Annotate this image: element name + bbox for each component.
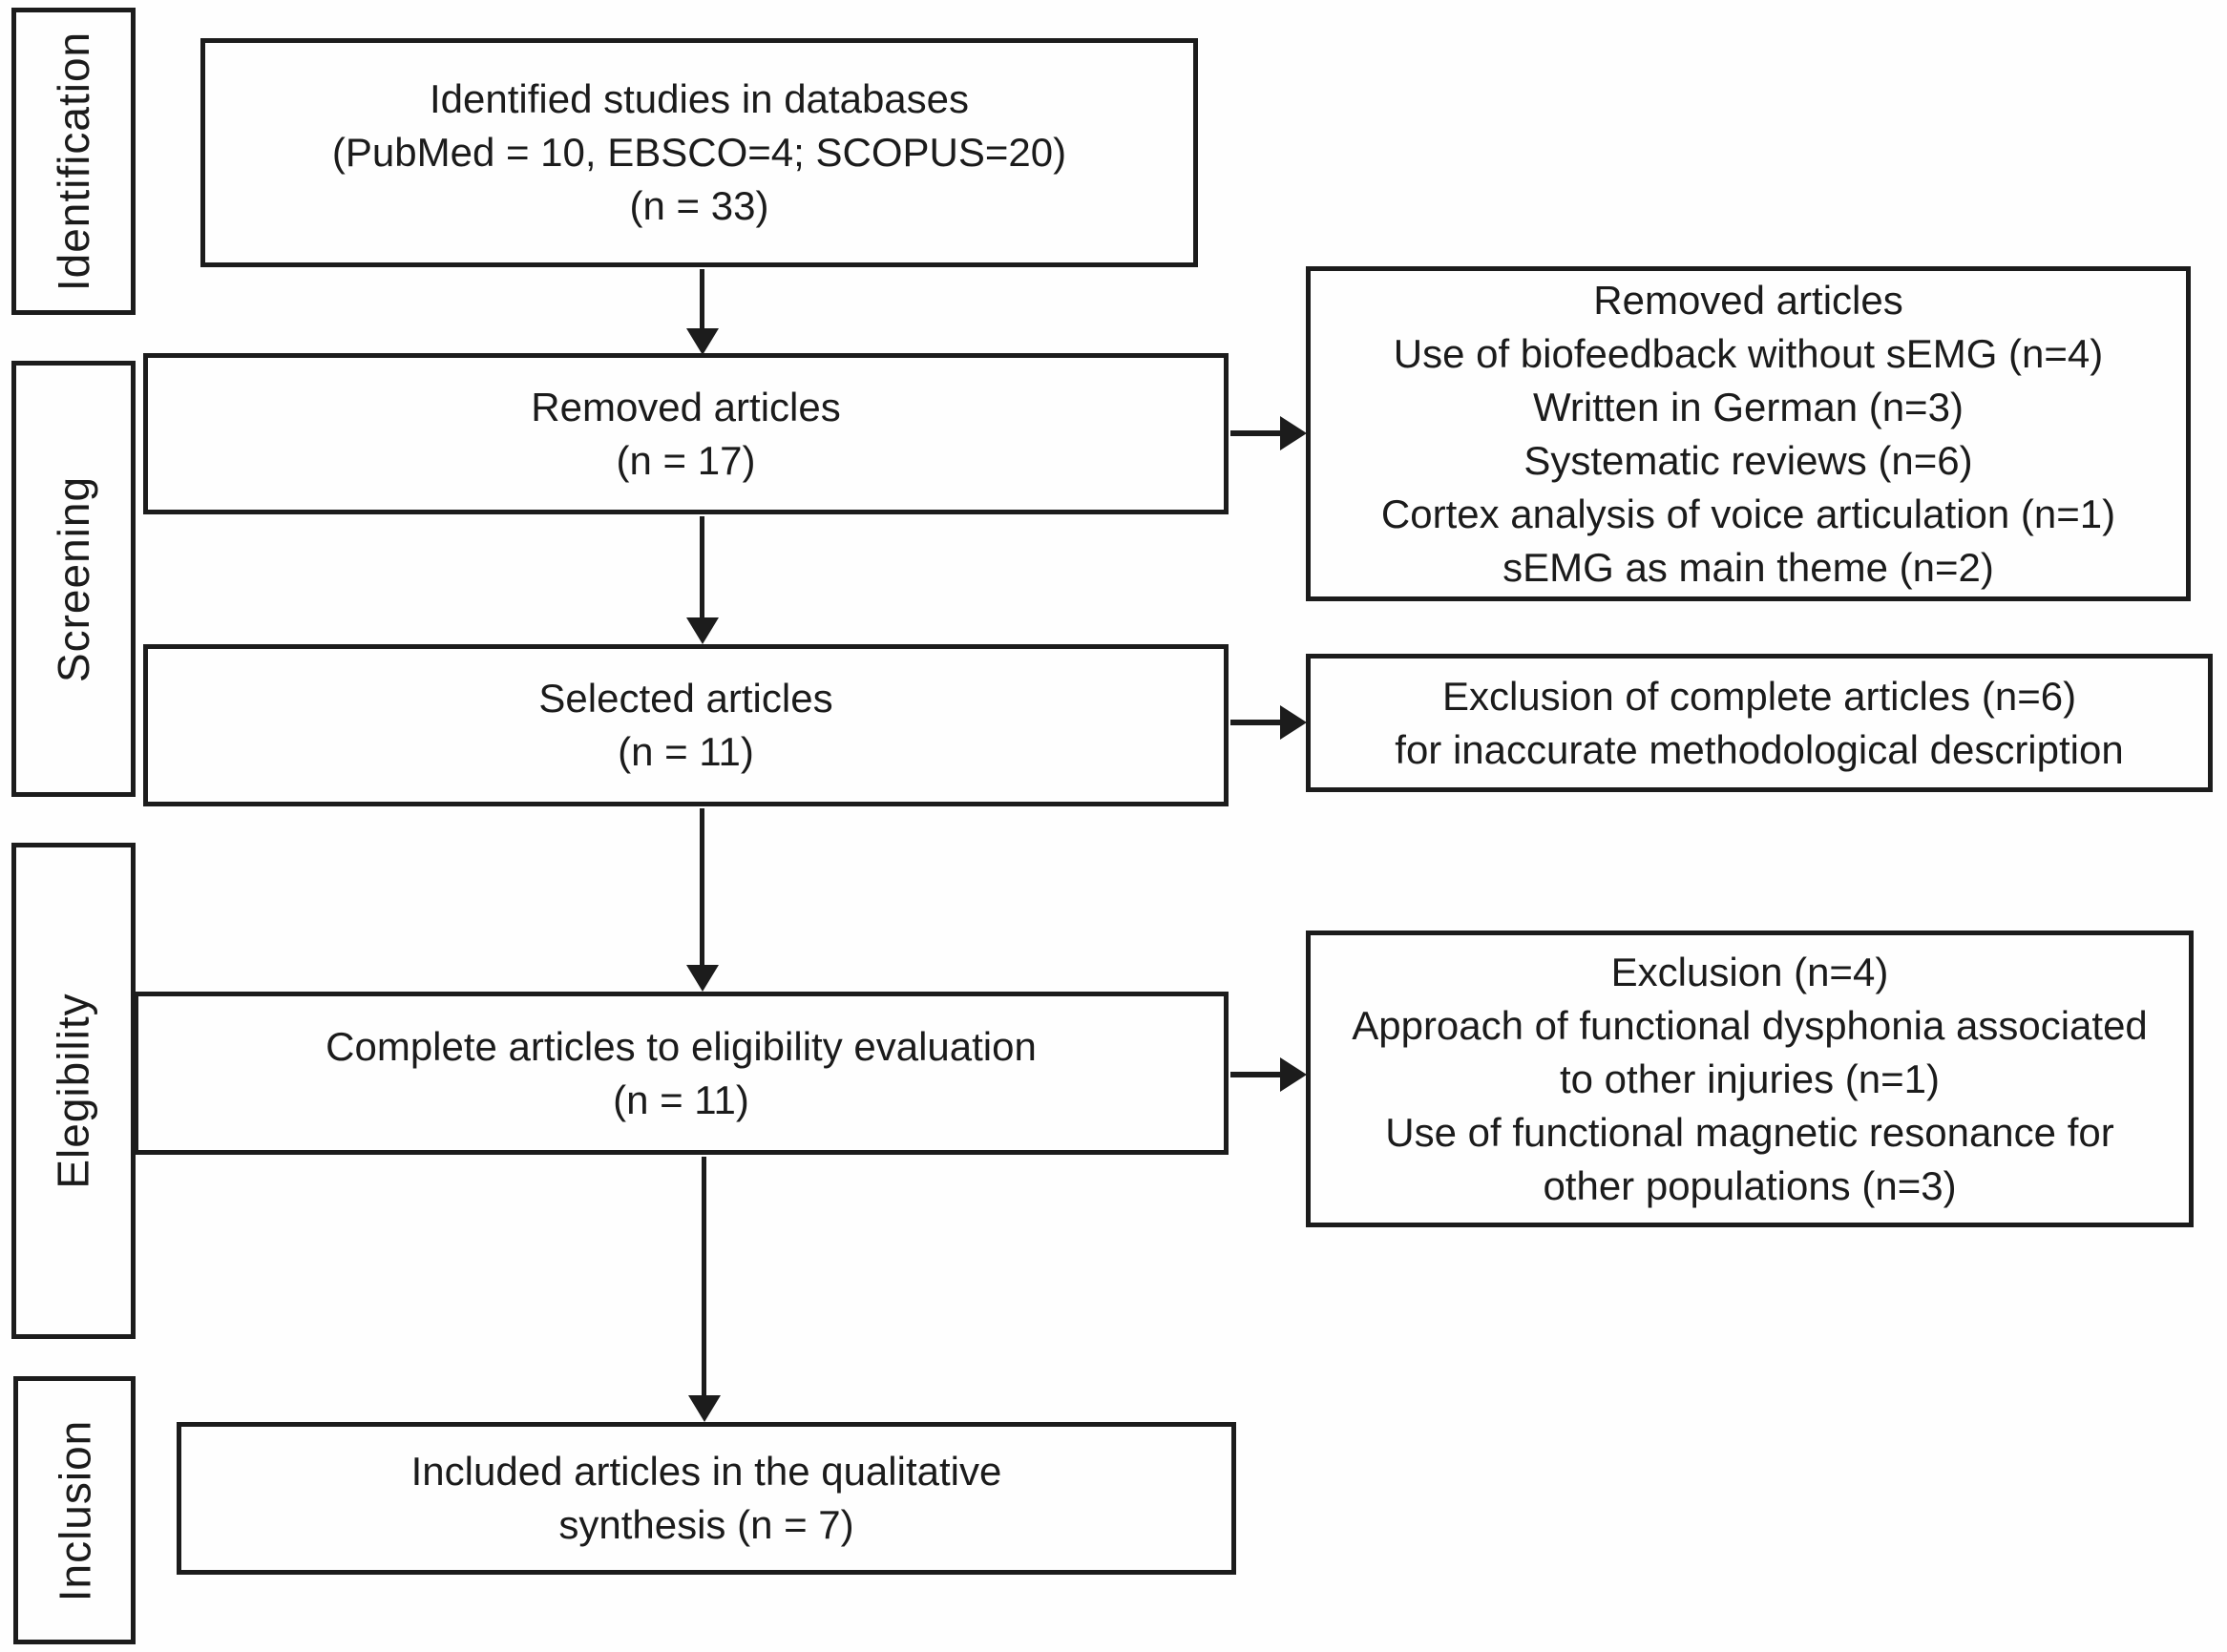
box-text-line: Identified studies in databases — [429, 76, 970, 121]
box-text-line: Removed articles — [531, 384, 841, 429]
side-box-removal-reasons — [1306, 266, 2191, 601]
box-text-line: (n = 11) — [613, 1077, 749, 1122]
arrow-right-icon — [1230, 720, 1280, 725]
flow-box-eligibility-evaluation — [134, 992, 1229, 1155]
box-text-line: (PubMed = 10, EBSCO=4; SCOPUS=20) — [331, 130, 1067, 175]
stage-label-identification — [11, 8, 136, 315]
box-text-line: Complete articles to eligibility evaluation — [326, 1023, 1037, 1069]
box-text-line: sEMG as main theme (n=2) — [1502, 544, 1994, 590]
box-text-line: Cortex analysis of voice articulation (n=1) — [1380, 491, 2116, 536]
stage-label-identification-text: Identification — [49, 31, 98, 292]
side-box-exclusion-complete-articles — [1306, 654, 2213, 792]
box-text-line: Use of biofeedback without sEMG (n=4) — [1393, 330, 2104, 376]
stage-label-inclusion — [13, 1376, 136, 1644]
box-text-line: Selected articles — [538, 676, 833, 721]
stage-label-screening-text: Screening — [49, 475, 99, 682]
arrow-right-icon — [1230, 430, 1280, 436]
arrow-down-icon — [700, 516, 704, 617]
box-text-line: Removed articles — [1593, 277, 1903, 323]
box-text-line: Approach of functional dysphonia associated — [1352, 1002, 2148, 1048]
stage-label-screening — [11, 361, 136, 797]
flow-box-removed-articles — [143, 353, 1229, 514]
stage-label-inclusion-text: Inclusion — [50, 1419, 99, 1601]
side-box-exclusion-eligibility — [1306, 931, 2194, 1227]
box-text-line: Exclusion of complete articles (n=6) — [1441, 673, 2077, 719]
box-text-line: synthesis (n = 7) — [558, 1502, 854, 1547]
box-text-line: Systematic reviews (n=6) — [1523, 437, 1973, 483]
flow-box-included-articles — [177, 1422, 1236, 1575]
box-text-line: to other injuries (n=1) — [1559, 1056, 1941, 1101]
box-text-line: (n = 33) — [629, 183, 769, 228]
flow-box-identified-studies — [200, 38, 1198, 267]
box-text-line: other populations (n=3) — [1543, 1162, 1957, 1208]
box-text-line: for inaccurate methodological description — [1395, 726, 2124, 772]
arrow-down-icon — [702, 1157, 706, 1395]
box-text-line: (n = 11) — [618, 729, 754, 774]
stage-label-elegibility — [11, 843, 136, 1339]
box-text-line: Use of functional magnetic resonance for — [1385, 1109, 2114, 1155]
flow-box-selected-articles — [143, 644, 1229, 806]
box-text-line: Included articles in the qualitative — [410, 1449, 1002, 1494]
arrow-down-icon — [700, 808, 704, 965]
box-text-line: Exclusion (n=4) — [1610, 949, 1889, 994]
box-text-line: (n = 17) — [616, 437, 756, 483]
arrow-down-icon — [700, 269, 704, 328]
arrow-right-icon — [1230, 1072, 1280, 1077]
stage-label-elegibility-text: Elegibility — [49, 993, 98, 1189]
box-text-line: Written in German (n=3) — [1533, 384, 1964, 429]
